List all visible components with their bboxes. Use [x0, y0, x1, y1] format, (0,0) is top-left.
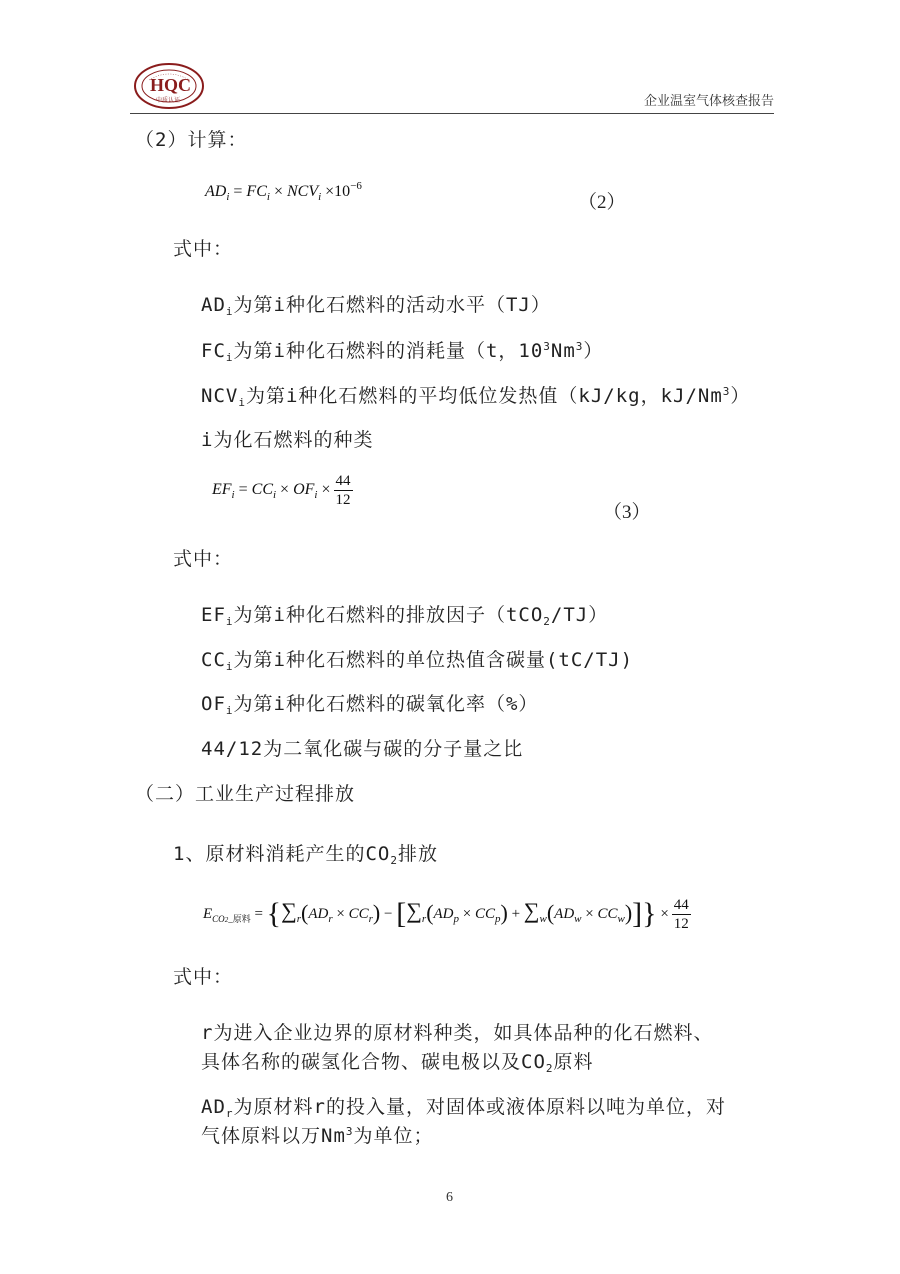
where-label-3: 式中： — [173, 966, 234, 988]
def-r-line1: r为进入企业边界的原材料种类，如具体品种的化石燃料、 — [201, 1022, 714, 1044]
def-adr-line2: 气体原料以万Nm$^3$为单位； — [201, 1125, 434, 1147]
equation-4: $E_{CO2\_原料} = \{\sum_r(AD_r \times CC_r) - [\sum_r(AD_p \times CC_p) + \sum_w(AD_w \times CC_w)]\}$ × $\frac{44}{12}$ — [203, 896, 689, 932]
logo-text: HQC — [150, 75, 192, 95]
item-1-heading: 1、原材料消耗产生的$CO_2$排放 — [173, 843, 438, 867]
def-r-line2: 具体名称的碳氢化合物、碳电极以及$CO_2$原料 — [201, 1051, 594, 1075]
logo — [133, 62, 205, 110]
page-number: 6 — [446, 1190, 453, 1205]
def-of: $OF_i$为第i种化石燃料的碳氧化率（%） — [201, 693, 539, 717]
section-heading-calc: （2）计算： — [135, 129, 248, 151]
logo-bottom-text: 中质认证 — [156, 97, 181, 104]
section-heading-industrial: （二）工业生产过程排放 — [135, 783, 356, 805]
header-rule — [130, 113, 774, 114]
report-title: 企业温室气体核查报告 — [643, 94, 774, 109]
equation-3-number: （3） — [603, 502, 651, 523]
def-ratio: 44/12为二氧化碳与碳的分子量之比 — [201, 738, 524, 760]
def-adr-line1: $AD_r$为原材料r的投入量，对固体或液体原料以吨为单位，对 — [201, 1096, 726, 1120]
equation-2: $AD_i = FC_i \times NCV_i \times 10^{-6}$ — [205, 180, 362, 203]
def-fc: $FC_i$为第i种化石燃料的消耗量（t，$10^3Nm^3$） — [201, 340, 604, 364]
where-label-1: 式中： — [173, 238, 234, 260]
def-ncv: $NCV_i$为第i种化石燃料的平均低位发热值（kJ/kg，kJ/Nm$^3$） — [201, 385, 751, 409]
def-i: i为化石燃料的种类 — [201, 429, 374, 451]
def-cc: $CC_i$为第i种化石燃料的单位热值含碳量(tC/TJ) — [201, 649, 634, 673]
def-ef: $EF_i$为第i种化石燃料的排放因子（tCO$_2$/TJ） — [201, 604, 609, 628]
equation-3: $EF_i = CC_i \times OF_i$ × $\frac{44}{12}$ — [212, 473, 351, 508]
def-ad: $AD_i$为第i种化石燃料的活动水平（TJ） — [201, 294, 551, 318]
where-label-2: 式中： — [173, 548, 234, 570]
equation-2-number: （2） — [578, 192, 626, 213]
